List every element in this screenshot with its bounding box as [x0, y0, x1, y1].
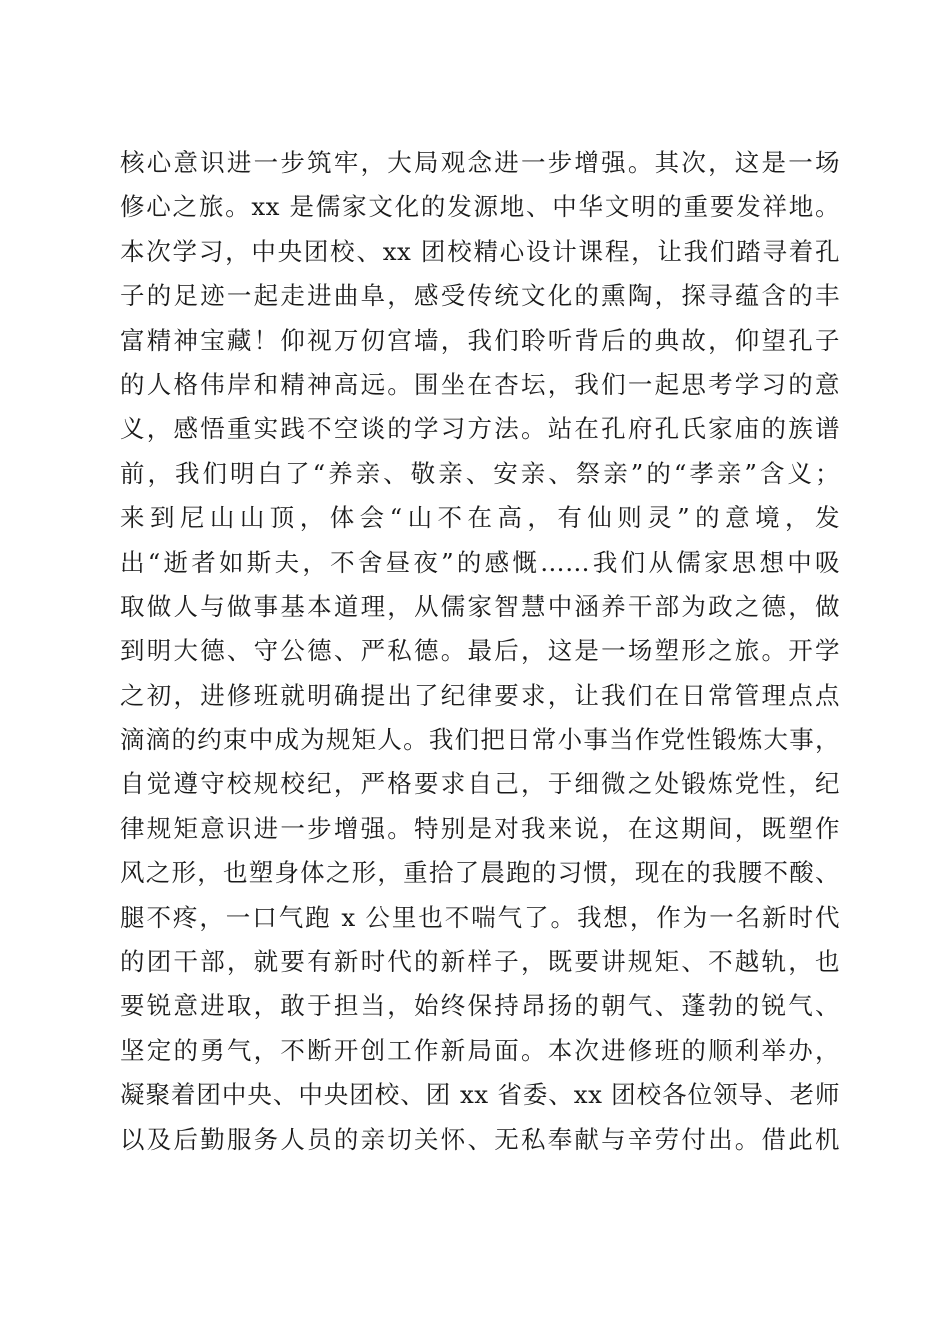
text-line: 取做人与做事基本道理，从儒家智慧中涵养干部为政之德，做: [120, 591, 840, 621]
text-line: 滴滴的约束中成为规矩人。我们把日常小事当作党性锻炼大事，: [120, 725, 840, 755]
text-line: 之初，进修班就明确提出了纪律要求，让我们在日常管理点点: [120, 680, 840, 710]
text-line: 核心意识进一步筑牢，大局观念进一步增强。其次，这是一场: [120, 148, 840, 177]
text-line: 以及后勤服务人员的亲切关怀、无私奉献与辛劳付出。借此机: [120, 1124, 840, 1154]
text-line: 自觉遵守校规校纪，严格要求自己，于细微之处锻炼党性，纪: [120, 769, 840, 799]
text-line: 坚定的勇气，不断开创工作新局面。本次进修班的顺利举办，: [120, 1035, 840, 1065]
text-line: 本次学习，中央团校、xx 团校精心设计课程，让我们踏寻着孔: [120, 236, 840, 266]
text-line: 来到尼山山顶，体会“山不在高，有仙则灵”的意境，发: [120, 503, 840, 533]
text-line: 子的足迹一起走进曲阜，感受传统文化的熏陶，探寻蕴含的丰: [120, 281, 840, 311]
text-line: 出“逝者如斯夫，不舍昼夜”的感慨……我们从儒家思想中吸: [120, 547, 840, 577]
text-line: 要锐意进取，敢于担当，始终保持昂扬的朝气、蓬勃的锐气、: [120, 991, 840, 1021]
text-line: 的人格伟岸和精神高远。围坐在杏坛，我们一起思考学习的意: [120, 369, 840, 399]
text-line: 义，感悟重实践不空谈的学习方法。站在孔府孔氏家庙的族谱: [120, 414, 840, 444]
text-line: 腿不疼，一口气跑 x 公里也不喘气了。我想，作为一名新时代: [120, 902, 840, 932]
text-line: 修心之旅。xx 是儒家文化的发源地、中华文明的重要发祥地。: [120, 192, 840, 222]
text-line: 到明大德、守公德、严私德。最后，这是一场塑形之旅。开学: [120, 636, 840, 666]
text-line: 富精神宝藏！仰视万仞宫墙，我们聆听背后的典故，仰望孔子: [120, 325, 840, 355]
text-line: 风之形，也塑身体之形，重拾了晨跑的习惯，现在的我腰不酸、: [120, 858, 840, 888]
text-line: 前，我们明白了“养亲、敬亲、安亲、祭亲”的“孝亲”含义；: [120, 458, 840, 488]
text-line: 凝聚着团中央、中央团校、团 xx 省委、xx 团校各位领导、老师: [120, 1080, 840, 1110]
text-line: 律规矩意识进一步增强。特别是对我来说，在这期间，既塑作: [120, 813, 840, 843]
body-paragraph: [120, 141, 840, 1162]
text-line: 的团干部，就要有新时代的新样子，既要讲规矩、不越轨，也: [120, 947, 840, 977]
